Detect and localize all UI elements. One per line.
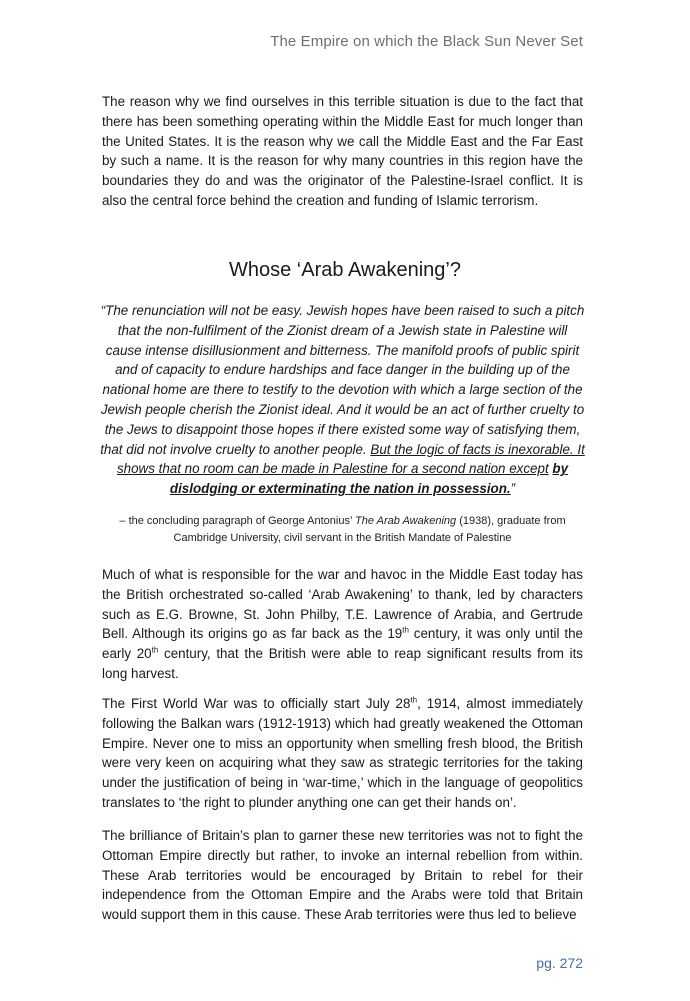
quote-text: “The renunciation will not be easy. Jewish hopes have been raised to such a pitch that the non-fulfilment of the Zionist dream of a Jewish state in Palestine will cause intense disillusionment and bitterness. The manifold proofs of public spirit and of capacity to endure hardships and face danger in the building up of the national home are there to testify to the devotion with which a large section of the Jewish people cherish the Zionist ideal. And it would be an act of further cruelty to the Jews to disappoint those hopes if there existed some way of satisfying them, that did not involve cruelty to another people. (100, 303, 585, 457)
quote-underlined-text: But the logic of facts is inexorable. It shows that no room can be made in Palestine for a second nation except (116, 441, 585, 477)
p2-text-b: , 1914, almost immediately following the Balkan wars (1912-1913) which had greatly weakened the Ottoman Empire. Never one to miss an opportunity when smelling fresh blood, the British were very keen on acquiring what they saw as strategic territories for the taking under the justification of being in ‘war-time,’ which in the language of geopolitics translates to ‘the right to plunder anything one can get their hands on’. (102, 696, 583, 810)
p2-text-a: The First World War was to officially start July 28 (102, 696, 411, 711)
p1-text-c: century, that the British were able to reap significant results from its long harvest. (102, 646, 583, 681)
section-title: Whose ‘Arab Awakening’? (229, 259, 461, 281)
p2-superscript: th (410, 695, 418, 705)
p1-text-a: Much of what is responsible for the war and havoc in the Middle East today has the British orchestrated so-called ‘Arab Awakening’ to thank, led by characters such as E.G. Browne, St. John Philby, T.E. Lawrence of Arabia, and Gertrude Bell. Although its origins go as far back as the 19 (102, 567, 583, 642)
epigraph-quote (100, 301, 585, 499)
p1-text-b: century, it was only until the early 20 (102, 626, 583, 662)
p1-superscript-1: th (402, 625, 409, 635)
quote-attribution (100, 513, 585, 547)
quote-closing-mark: ” (510, 481, 516, 497)
page-number: pg. 272 (536, 955, 583, 971)
intro-paragraph: The reason why we find ourselves in this terrible situation is due to the fact that there has been something operating within the Middle East for much longer than the United States. It is the reason why we call the Middle East and the Far East by such a name. It is the reason for why many countries in this region have the boundaries they do and was the originator of the Palestine-Israel conflict. It is also the central force behind the creation and funding of Islamic terrorism. (102, 94, 583, 208)
body-paragraph-3: The brilliance of Britain’s plan to garner these new territories was not to fight the Ottoman Empire directly but rather, to invoke an internal rebellion from within. These Arab territories would be encouraged by Britain to rebel for their independence from the Ottoman Empire and the Arabs were told that Britain would support them in this cause. These Arab territories were thus led to believe (102, 828, 583, 923)
body-paragraph-1 (102, 565, 583, 684)
attribution-book-title: The Arab Awakening (355, 515, 457, 527)
running-header: The Empire on which the Black Sun Never Set (270, 33, 583, 50)
p1-superscript-2: th (151, 645, 159, 655)
attribution-prefix: – the concluding paragraph of George Antonius’ (119, 515, 356, 527)
quote-emphasis-text: by dislodging or exterminating the nation in possession. (169, 461, 569, 497)
body-paragraph-2 (102, 694, 583, 813)
attribution-suffix: (1938), graduate from Cambridge University, civil servant in the British Mandate of Palestine (173, 515, 566, 544)
